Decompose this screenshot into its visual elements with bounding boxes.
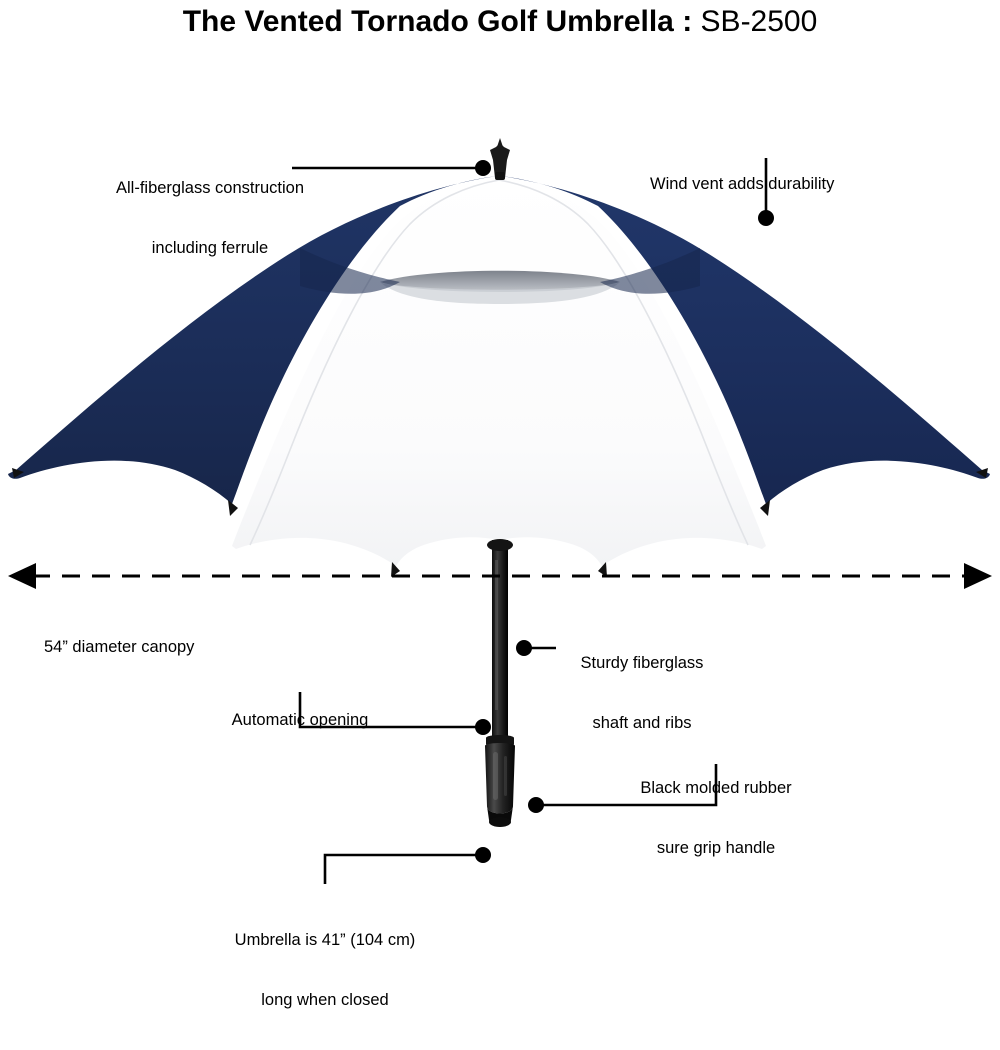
callout-closed-length-line1: Umbrella is 41” (104 cm) — [234, 931, 416, 949]
callout-automatic-opening-line1: Automatic opening — [231, 711, 369, 729]
title-model-number: SB-2500 — [700, 5, 818, 38]
callout-fiberglass-shaft-line1: Sturdy fiberglass — [580, 654, 704, 672]
leader-closed-length — [325, 855, 476, 884]
callout-closed-length — [205, 890, 445, 1050]
callout-rubber-handle — [596, 738, 836, 898]
callout-fiberglass-construction — [80, 138, 340, 298]
ferrule-tip — [490, 138, 510, 180]
callout-wind-vent-line1: Wind vent adds durability — [650, 175, 835, 193]
callout-canopy-diameter-line1: 54” diameter canopy — [44, 638, 195, 656]
callout-rubber-handle-line1: Black molded rubber — [640, 779, 792, 797]
callout-automatic-opening — [180, 670, 420, 770]
callout-fiberglass-construction-line2: including ferrule — [151, 239, 269, 257]
rubber-grip-handle — [485, 735, 515, 827]
title-product-name: The Vented Tornado Golf Umbrella — [182, 5, 674, 38]
umbrella-shaft — [487, 539, 513, 740]
title-separator: : — [673, 5, 701, 38]
callout-rubber-handle-line2: sure grip handle — [656, 839, 776, 857]
callout-fiberglass-shaft-line2: shaft and ribs — [592, 714, 692, 732]
callout-fiberglass-construction-line1: All-fiberglass construction — [116, 179, 304, 197]
callout-wind-vent — [650, 134, 930, 234]
callout-closed-length-line2: long when closed — [261, 991, 389, 1009]
